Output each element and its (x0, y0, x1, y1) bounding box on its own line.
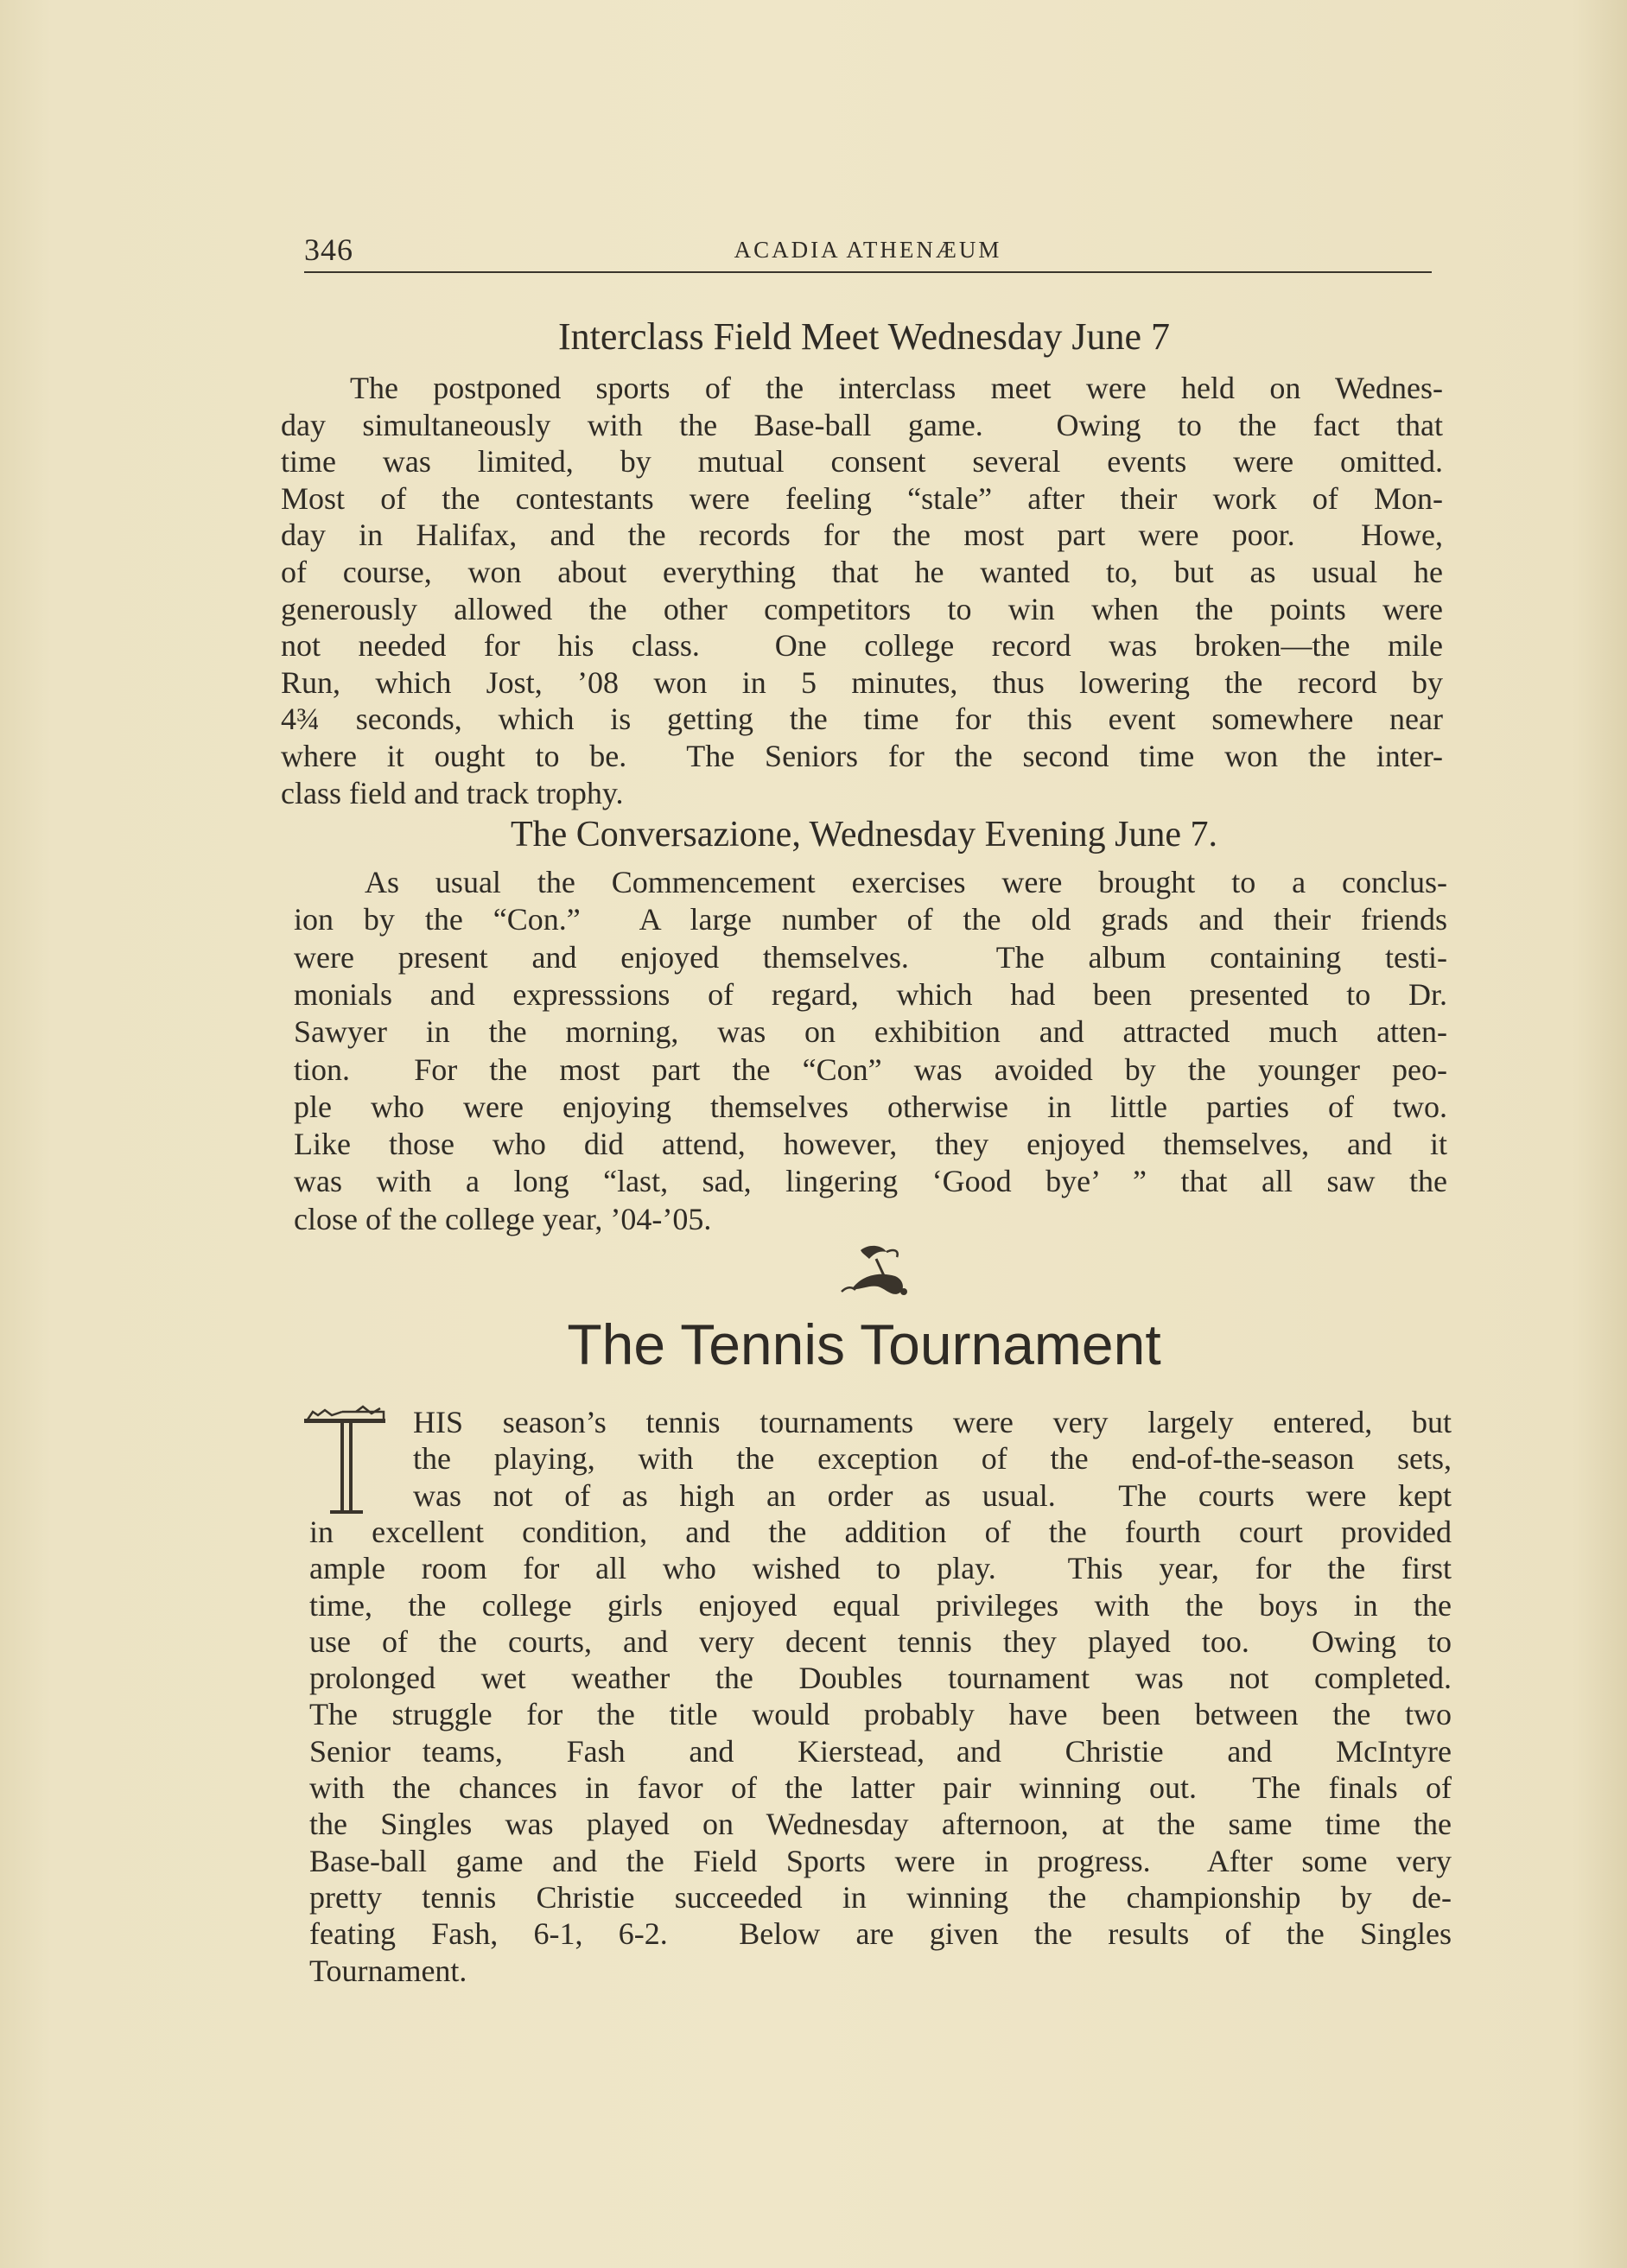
text-line: not needed for his class. One college record was broken—the mile (281, 628, 1443, 664)
text-line: monials and expresssions of regard, which had been presented to Dr. (294, 976, 1447, 1012)
text-line: time, the college girls enjoyed equal privileges with the boys in the (309, 1587, 1452, 1623)
text-line: with the chances in favor of the latter pair winning out. The finals of (309, 1770, 1452, 1805)
text-line: generously allowed the other competitors to win when the points were (281, 591, 1443, 626)
tennis-heading: The Tennis Tournament (567, 1312, 1161, 1376)
text-line: where it ought to be. The Seniors for the second time won the inter- (281, 739, 1443, 773)
text-line: time was limited, by mutual consent several events were omitted. (281, 444, 1443, 480)
text-line: Most of the contestants were feeling “stale” after their work of Mon- (281, 480, 1443, 516)
text-line: HIS season’s tennis tournaments were very largely entered, but (413, 1405, 1452, 1439)
text-line: the Singles was played on Wednesday afternoon, at the same time the (309, 1807, 1452, 1842)
text-line: ion by the “Con.” A large number of the old grads and their friends (294, 902, 1447, 937)
text-line: of course, won about everything that he wanted to, but as usual he (281, 555, 1443, 589)
text-line: the playing, with the exception of the end-of-the-season sets, (413, 1441, 1452, 1477)
text-line: pretty tennis Christie succeeded in winning the championship by de- (309, 1879, 1452, 1915)
text-line: The postponed sports of the interclass meet were held on Wednes- (350, 371, 1443, 405)
text-line: close of the college year, ’04-’05. (294, 1201, 712, 1236)
text-line: day in Halifax, and the records for the most part were poor. Howe, (281, 518, 1443, 553)
text-line: class field and track trophy. (281, 775, 624, 810)
text-line: Senior teams, Fash and Kierstead, and Christie and McIntyre (309, 1733, 1452, 1769)
text-line: day simultaneously with the Base-ball game. Owing to the fact that (281, 407, 1443, 442)
text-line: As usual the Commencement exercises were brought to a conclus- (365, 865, 1447, 899)
text-line: ple who were enjoying themselves otherwise in little parties of two. (294, 1089, 1447, 1124)
text-line: was not of as high an order as usual. The courts were kept (413, 1477, 1452, 1513)
conversazione-heading: The Conversazione, Wednesday Evening June 7. (510, 815, 1218, 854)
text-line: Like those who did attend, however, they enjoyed themselves, and it (294, 1127, 1447, 1162)
text-line: prolonged wet weather the Doubles tournament was not completed. (309, 1661, 1452, 1696)
running-header (304, 226, 1432, 278)
text-line: use of the courts, and very decent tennis they played too. Owing to (309, 1623, 1452, 1659)
leaf-fleuron-icon (835, 1242, 921, 1302)
text-line: 4¾ seconds, which is getting the time for this event somewhere near (281, 702, 1443, 737)
text-line: ample room for all who wished to play. This year, for the first (309, 1551, 1452, 1586)
header-rule (304, 271, 1432, 273)
text-line: Sawyer in the morning, was on exhibition and attracted much atten- (294, 1014, 1447, 1050)
text-line: The struggle for the title would probably have been between the two (309, 1697, 1452, 1732)
text-line: Base-ball game and the Field Sports were in progress. After some very (309, 1843, 1452, 1878)
text-line: tion. For the most part the “Con” was avoided by the younger peo- (294, 1051, 1447, 1087)
text-line: in excellent condition, and the addition of the fourth court provided (309, 1514, 1452, 1549)
text-line: Run, which Jost, ’08 won in 5 minutes, thus lowering the record by (281, 664, 1443, 700)
field-meet-heading: Interclass Field Meet Wednesday June 7 (557, 315, 1171, 358)
text-line: feating Fash, 6-1, 6-2. Below are given the results of the Singles (309, 1916, 1452, 1952)
dropcap-initial (302, 1403, 389, 1524)
text-line: were present and enjoyed themselves. The album containing testi- (294, 939, 1447, 975)
page-number: 346 (304, 232, 353, 267)
journal-title: ACADIA ATHENÆUM (734, 237, 1002, 263)
text-line: Tournament. (309, 1953, 467, 1988)
text-line: was with a long “last, sad, lingering ‘Good bye’ ” that all saw the (294, 1164, 1447, 1199)
